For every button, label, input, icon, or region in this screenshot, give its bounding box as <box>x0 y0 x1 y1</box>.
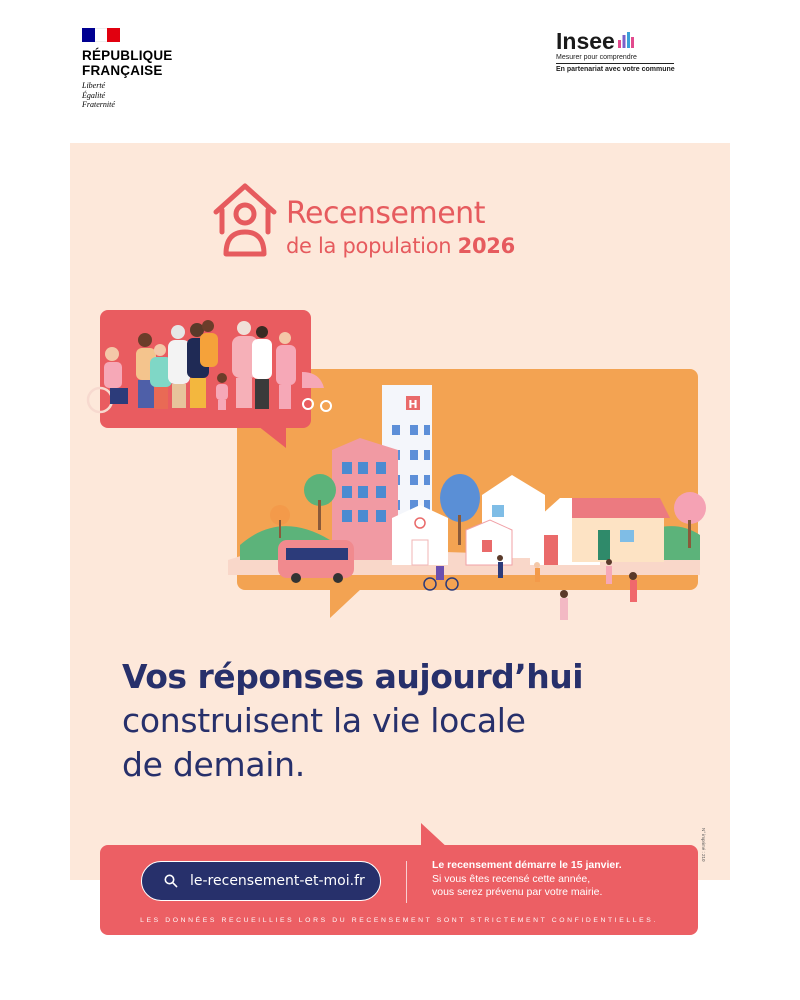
motto-liberte: Liberté <box>82 81 106 90</box>
website-url: le-recensement-et-moi.fr <box>190 873 365 889</box>
campaign-subtitle-text: de la population <box>286 234 452 258</box>
website-link-button[interactable] <box>141 861 381 901</box>
banner-divider <box>406 861 407 903</box>
info-line3: vous serez prévenu par votre mairie. <box>432 886 603 898</box>
headline-line2: construisent la vie locale <box>122 701 526 740</box>
campaign-year: 2026 <box>457 234 515 258</box>
confidentiality-note: LES DONNÉES RECUEILLIES LORS DU RECENSEMENT SONT STRICTEMENT CONFIDENTIELLES. <box>140 917 658 924</box>
search-icon <box>164 874 178 888</box>
headline-strong: Vos réponses aujourd’hui <box>122 657 584 696</box>
print-number: N° imprimé : 210 <box>701 828 706 862</box>
motto-egalite: Égalité <box>82 90 106 100</box>
banner-info <box>432 859 682 900</box>
republique-line1: RÉPUBLIQUE <box>82 48 173 63</box>
insee-tagline: Mesurer pour comprendre <box>556 54 637 61</box>
insee-name: Insee <box>556 28 615 54</box>
insee-partner: En partenariat avec votre commune <box>556 66 675 73</box>
info-start-date: Le recensement démarre le 15 janvier. <box>432 859 622 871</box>
campaign-title: Recensement <box>286 196 485 231</box>
republique-line2: FRANÇAISE <box>82 63 163 78</box>
svg-text:H: H <box>408 398 418 411</box>
info-line2: Si vous êtes recensé cette année, <box>432 872 591 885</box>
headline <box>122 655 642 787</box>
headline-line3: de demain. <box>122 745 305 784</box>
motto-fraternite: Fraternité <box>82 100 115 109</box>
